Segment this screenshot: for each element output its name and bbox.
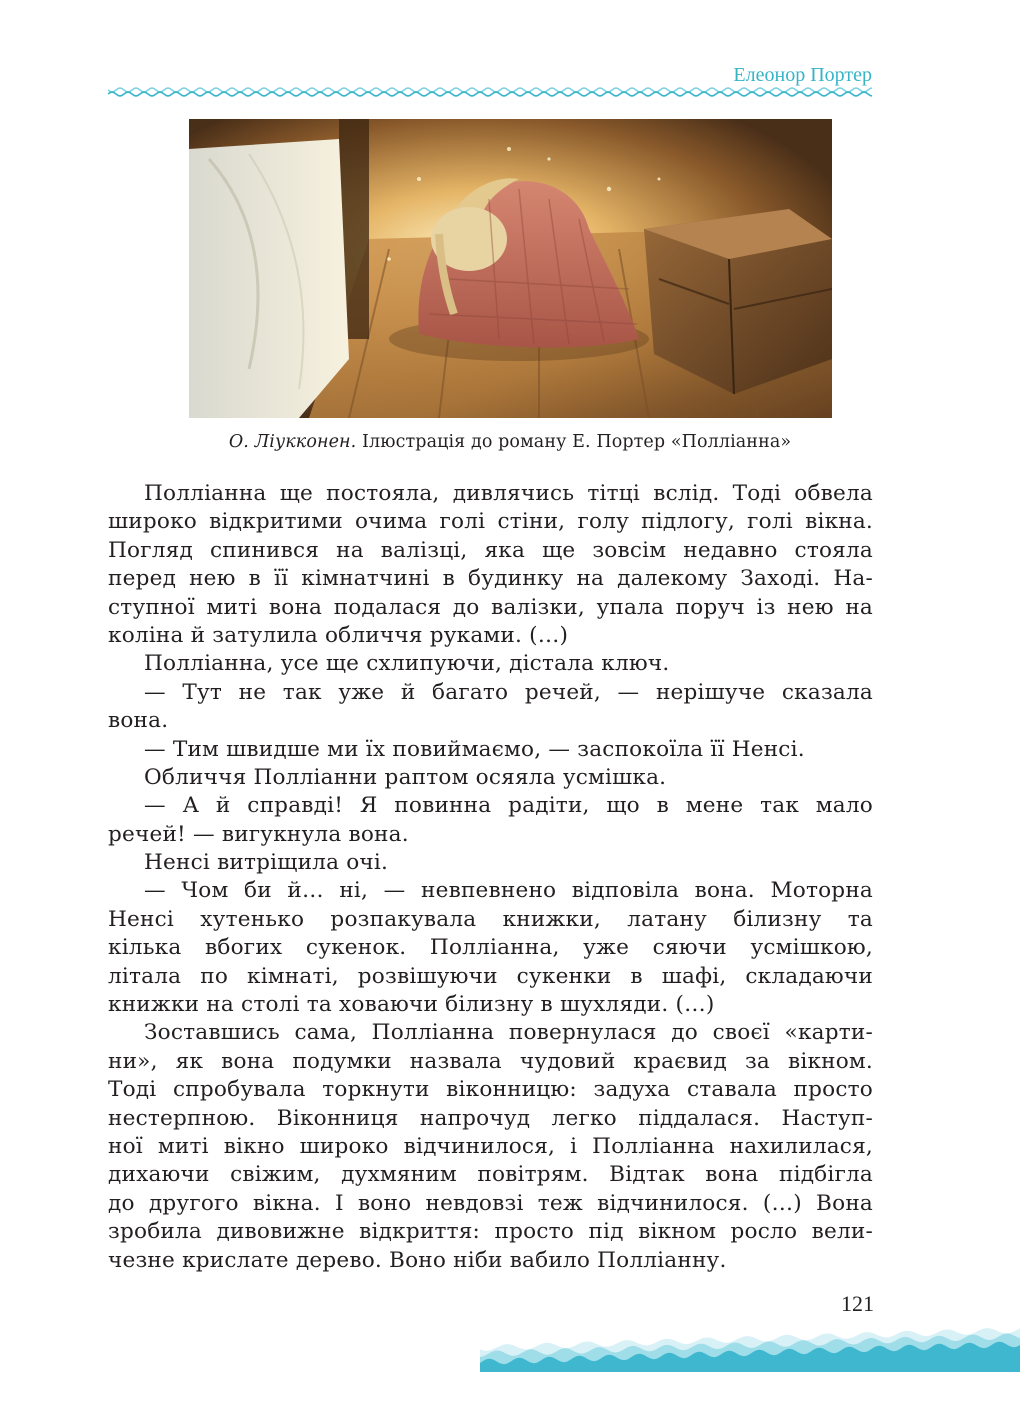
text-line: Полліанна ще постояла, дивлячись тітці вслід. Тоді обвела — [144, 481, 873, 506]
text-line: до другого вікна. І воно невдовзі теж відчинилося. (…) Вона — [108, 1190, 873, 1216]
text-line: ної миті вікно широко відчинилося, і Полліанна нахилилася, — [108, 1133, 873, 1159]
text-line: Погляд спинився на валізці, яка ще зовсім недавно стояла — [108, 537, 873, 563]
illustration-caption — [0, 432, 1020, 452]
text-line: Зоставшись сама, Полліанна повернулася до своєї «карти- — [144, 1020, 873, 1046]
text-line: коліна й затулила обличчя руками. (…) — [108, 622, 569, 648]
text-line: чезне крислате дерево. Воно ніби вабило Полліанну. — [108, 1247, 727, 1273]
story-excerpt — [108, 480, 873, 1275]
text-line: літала по кімнаті, розвішуючи сукенки в шафі, складаючи — [108, 963, 873, 989]
text-line: Тоді спробувала торкнути віконницю: задуха ставала просто — [108, 1077, 873, 1103]
text-line: — Тут не так уже й багато речей, — нерішуче сказала — [144, 679, 873, 705]
text-line: вона. — [108, 708, 169, 734]
text-line: книжки на столі та ховаючи білизну в шухляди. (…) — [108, 992, 715, 1018]
illustration-girl-kneeling-by-suitcase — [189, 119, 832, 418]
text-line: — Тим швидше ми їх повиймаємо, — заспокоїла її Ненсі. — [144, 736, 805, 762]
text-line: Обличчя Полліанни раптом осяяла усмішка. — [144, 764, 667, 790]
header-wave-ornament — [108, 86, 873, 98]
footer-wave-ornament — [480, 1322, 1020, 1372]
text-line: — А й справді! Я повинна радіти, що в мене так мало — [144, 793, 873, 819]
caption-description: Ілюстрація до роману Е. Портер «Полліанна» — [356, 432, 792, 452]
running-header-author: Елеонор Портер — [733, 64, 872, 86]
book-illustration — [189, 119, 832, 418]
text-line: Полліанна, усе ще схлипуючи, дістала ключ. — [144, 651, 670, 677]
page-number: 121 — [841, 1291, 874, 1316]
text-line: Ненсі хутенько розпакувала книжки, латану білизну та — [108, 906, 873, 932]
text-line: дихаючи свіжим, духмяним повітрям. Відтак вона підбігла — [108, 1162, 873, 1188]
text-line: нестерпною. Віконниця напрочуд легко піддалася. Наступ- — [108, 1105, 873, 1131]
text-line: кілька вбогих сукенок. Полліанна, уже сяючи усмішкою, — [108, 935, 873, 961]
text-line: зробила дивовижне відкриття: просто під вікном росло вели- — [108, 1219, 873, 1245]
text-line: речей! — вигукнула вона. — [108, 821, 409, 847]
caption-illustrator: О. Ліукконен. — [228, 432, 357, 452]
text-line: — Чом би й… ні, — невпевнено відповіла вона. Моторна — [144, 878, 873, 904]
text-line: перед нею в її кімнатчині в будинку на далекому Заході. На- — [108, 566, 873, 592]
text-line: Ненсі витріщила очі. — [144, 850, 389, 876]
text-line: широко відкритими очима голі стіни, голу підлогу, голі вікна. — [108, 509, 873, 535]
text-line: ни», як вона подумки назвала чудовий краєвид за вікном. — [108, 1048, 873, 1074]
text-line: ступної миті вона подалася до валізки, упала поруч із нею на — [108, 594, 873, 620]
